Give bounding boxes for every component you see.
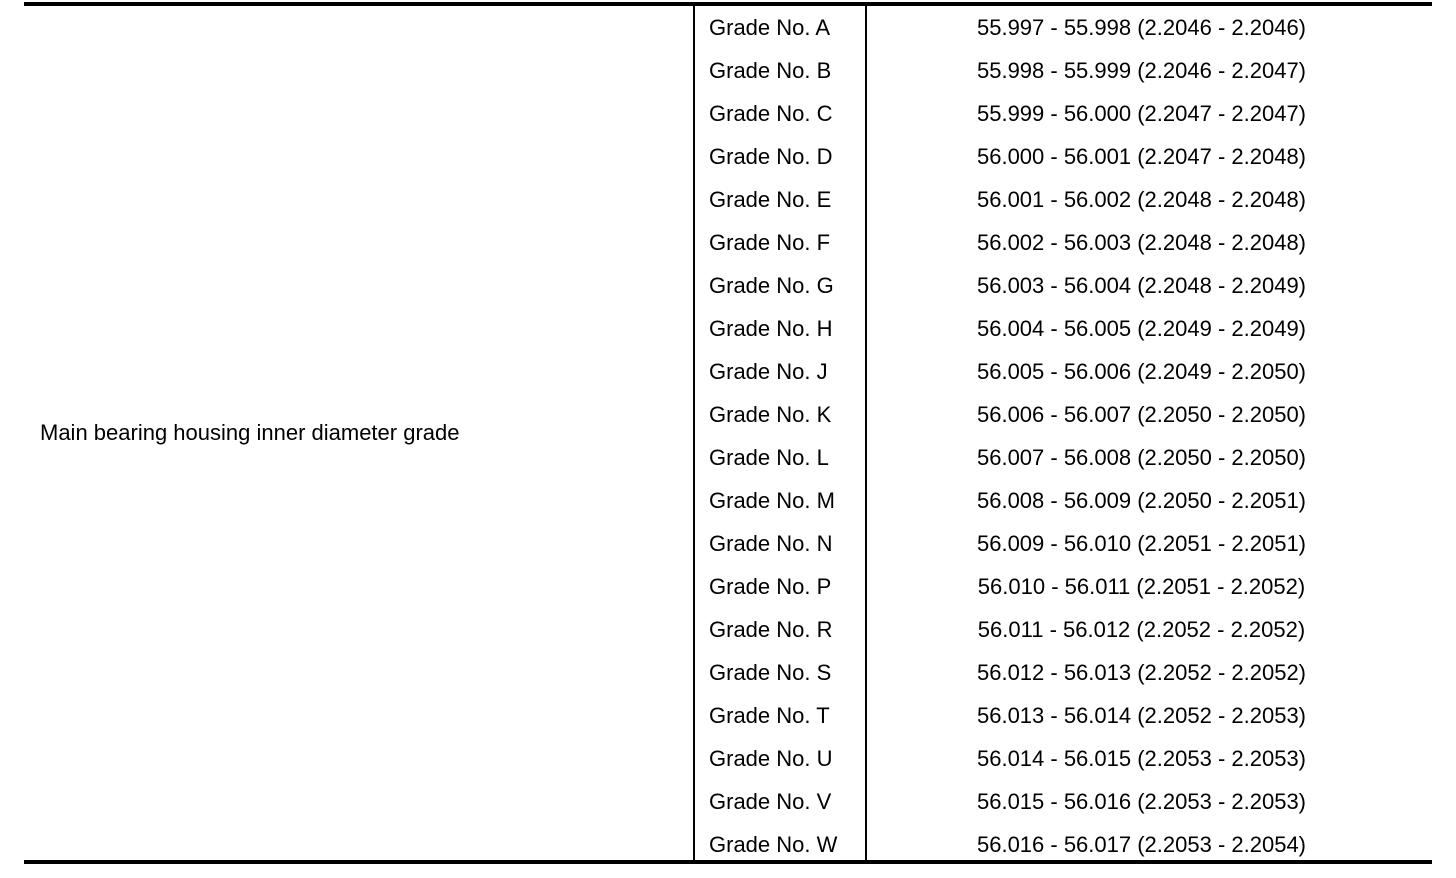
table-row [695, 522, 1432, 565]
table-row [695, 264, 1432, 307]
grade-cell: Grade No. E [709, 186, 832, 212]
diameter-value-cell: 56.015 - 56.016 (2.2053 - 2.2053) [976, 788, 1307, 814]
grade-cell: Grade No. W [709, 831, 838, 857]
grade-cell: Grade No. V [709, 788, 832, 814]
diameter-value-cell: 56.005 - 56.006 (2.2049 - 2.2050) [976, 358, 1307, 384]
row-label: Main bearing housing inner diameter grade [40, 420, 460, 445]
grade-cell: Grade No. U [709, 745, 833, 771]
diameter-value-cell: 56.003 - 56.004 (2.2048 - 2.2049) [976, 272, 1307, 298]
table-row [695, 221, 1432, 264]
table-row [695, 92, 1432, 135]
diameter-value-cell: 56.002 - 56.003 (2.2048 - 2.2048) [976, 229, 1307, 255]
diameter-value-cell: 56.004 - 56.005 (2.2049 - 2.2049) [976, 315, 1307, 341]
table-row [695, 694, 1432, 737]
table-row [695, 823, 1432, 866]
diameter-value-cell: 55.997 - 55.998 (2.2046 - 2.2046) [976, 14, 1307, 40]
table-row [695, 135, 1432, 178]
diameter-value-cell: 56.014 - 56.015 (2.2053 - 2.2053) [976, 745, 1307, 771]
grade-cell: Grade No. P [709, 573, 832, 599]
grade-cell: Grade No. B [709, 57, 832, 83]
diameter-value-cell: 56.016 - 56.017 (2.2053 - 2.2054) [976, 831, 1307, 857]
table-row [695, 436, 1432, 479]
table-row [695, 737, 1432, 780]
grade-cell: Grade No. A [709, 14, 831, 40]
table-row [695, 651, 1432, 694]
grade-cell: Grade No. H [709, 315, 833, 341]
diameter-value-cell: 56.000 - 56.001 (2.2047 - 2.2048) [976, 143, 1307, 169]
table-row [695, 479, 1432, 522]
grade-cell: Grade No. N [709, 530, 833, 556]
diameter-value-cell: 56.006 - 56.007 (2.2050 - 2.2050) [976, 401, 1307, 427]
grade-cell: Grade No. C [709, 100, 833, 126]
row-label-cell [24, 6, 694, 860]
diameter-value-cell: 55.999 - 56.000 (2.2047 - 2.2047) [976, 100, 1307, 126]
diameter-value-cell: 56.011 - 56.012 (2.2052 - 2.2052) [977, 616, 1306, 642]
grade-rows [695, 6, 1432, 860]
grade-cell: Grade No. M [709, 487, 835, 513]
table-row [695, 307, 1432, 350]
table-row [695, 49, 1432, 92]
grade-cell: Grade No. T [709, 702, 830, 728]
table-row [695, 6, 1432, 49]
diameter-value-cell: 56.001 - 56.002 (2.2048 - 2.2048) [976, 186, 1307, 212]
grade-cell: Grade No. S [709, 659, 832, 685]
diameter-value-cell: 55.998 - 55.999 (2.2046 - 2.2047) [976, 57, 1307, 83]
table-row [695, 178, 1432, 221]
table-row [695, 565, 1432, 608]
grade-cell: Grade No. F [709, 229, 831, 255]
grade-cell: Grade No. G [709, 272, 834, 298]
grade-cell: Grade No. K [709, 401, 832, 427]
diameter-value-cell: 56.013 - 56.014 (2.2052 - 2.2053) [976, 702, 1307, 728]
diameter-value-cell: 56.008 - 56.009 (2.2050 - 2.2051) [976, 487, 1307, 513]
diameter-value-cell: 56.009 - 56.010 (2.2051 - 2.2051) [976, 530, 1307, 556]
table-row [695, 608, 1432, 651]
grade-cell: Grade No. R [709, 616, 833, 642]
diameter-value-cell: 56.007 - 56.008 (2.2050 - 2.2050) [976, 444, 1307, 470]
spec-table [24, 2, 1432, 864]
grade-cell: Grade No. J [709, 358, 828, 384]
grade-cell: Grade No. D [709, 143, 833, 169]
table-row [695, 393, 1432, 436]
diameter-value-cell: 56.010 - 56.011 (2.2051 - 2.2052) [977, 573, 1306, 599]
table-row [695, 780, 1432, 823]
grade-cell: Grade No. L [709, 444, 829, 470]
diameter-value-cell: 56.012 - 56.013 (2.2052 - 2.2052) [976, 659, 1307, 685]
table-row [695, 350, 1432, 393]
